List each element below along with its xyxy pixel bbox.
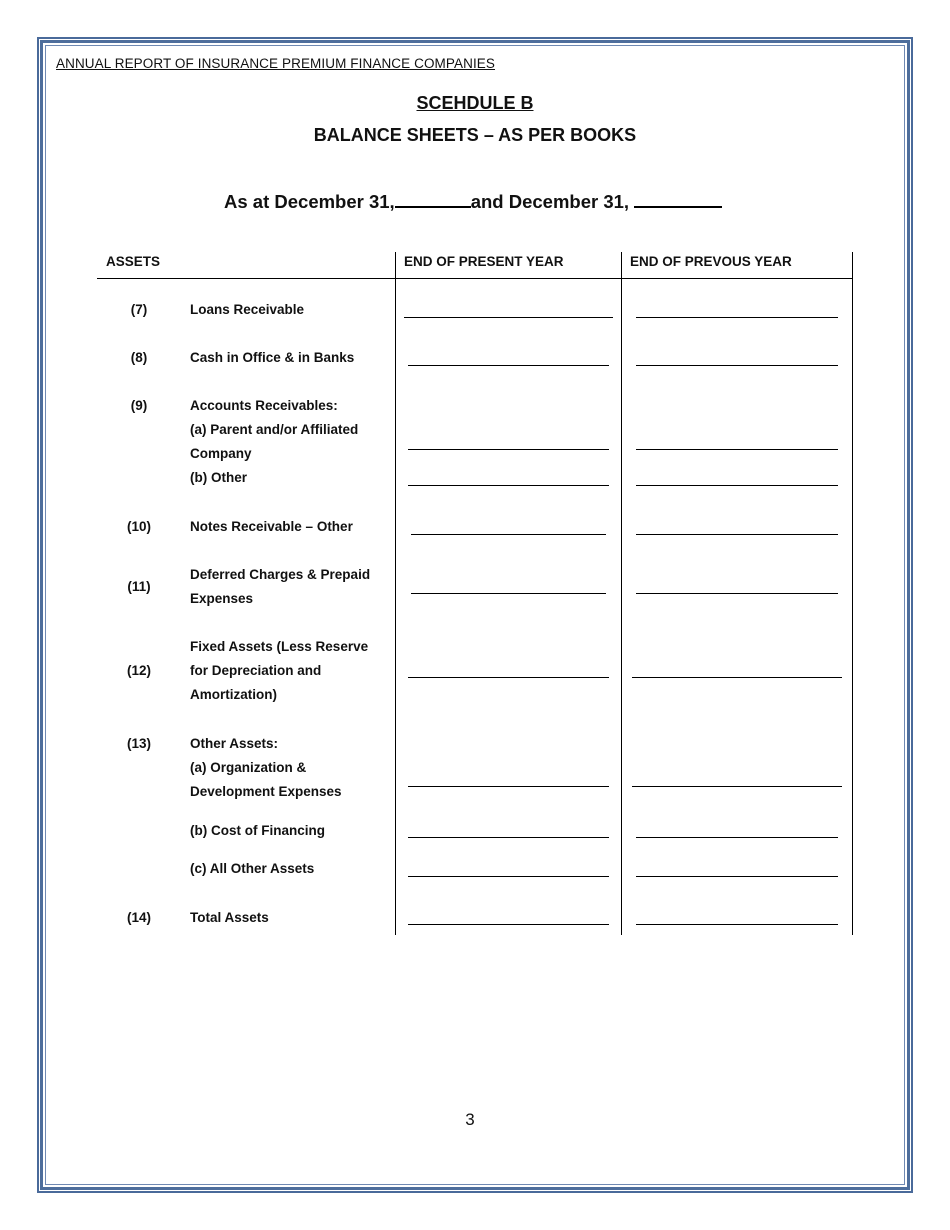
present-year-input-line[interactable] bbox=[411, 534, 606, 535]
present-year-column-header: END OF PRESENT YEAR bbox=[404, 254, 564, 269]
present-year-input-line[interactable] bbox=[408, 837, 609, 838]
row-number: (14) bbox=[126, 910, 151, 925]
present-year-input-line[interactable] bbox=[408, 485, 609, 486]
previous-year-input-line[interactable] bbox=[632, 677, 842, 678]
row-number: (13) bbox=[126, 736, 151, 751]
present-year-input-line[interactable] bbox=[408, 924, 609, 925]
row-label: Fixed Assets (Less Reserve bbox=[190, 639, 369, 654]
row-sublabel: (c) All Other Assets bbox=[190, 861, 315, 876]
previous-year-input-line[interactable] bbox=[636, 365, 838, 366]
previous-year-input-line[interactable] bbox=[636, 593, 838, 594]
previous-year-input-line[interactable] bbox=[636, 534, 838, 535]
row-sublabel: (a) Organization & bbox=[190, 760, 307, 775]
schedule-title: SCEHDULE B bbox=[416, 93, 534, 113]
row-label: Notes Receivable – Other bbox=[190, 519, 353, 534]
row-sublabel: (a) Parent and/or Affiliated bbox=[190, 422, 359, 437]
present-year-input-line[interactable] bbox=[408, 786, 609, 787]
row-number: (9) bbox=[130, 398, 148, 413]
row-sublabel: (b) Other bbox=[190, 470, 247, 485]
present-year-input-line[interactable] bbox=[404, 317, 613, 318]
report-header: ANNUAL REPORT OF INSURANCE PREMIUM FINANCE COMPANIES bbox=[56, 56, 496, 71]
previous-year-input-line[interactable] bbox=[636, 317, 838, 318]
previous-year-date-blank[interactable] bbox=[634, 188, 722, 208]
previous-year-column-header: END OF PREVOUS YEAR bbox=[630, 254, 792, 269]
row-number: (10) bbox=[126, 519, 151, 534]
present-year-input-line[interactable] bbox=[408, 449, 609, 450]
row-number: (8) bbox=[130, 350, 148, 365]
row-sublabel: Development Expenses bbox=[190, 784, 342, 799]
previous-year-input-line[interactable] bbox=[636, 924, 838, 925]
row-number: (11) bbox=[127, 579, 151, 594]
present-year-input-line[interactable] bbox=[408, 876, 609, 877]
row-label: for Depreciation and bbox=[190, 663, 322, 678]
present-year-date-blank[interactable] bbox=[395, 188, 471, 208]
present-year-input-line[interactable] bbox=[408, 365, 609, 366]
row-sublabel: Company bbox=[190, 446, 252, 461]
row-label: Other Assets: bbox=[190, 736, 279, 751]
as-at-prefix: As at December 31, bbox=[224, 191, 395, 212]
row-sublabel: (b) Cost of Financing bbox=[190, 823, 325, 838]
row-label: Accounts Receivables: bbox=[190, 398, 338, 413]
row-label: Cash in Office & in Banks bbox=[190, 350, 355, 365]
present-year-input-line[interactable] bbox=[411, 593, 606, 594]
previous-year-input-line[interactable] bbox=[636, 837, 838, 838]
row-label: Total Assets bbox=[190, 910, 269, 925]
row-number: (7) bbox=[130, 302, 148, 317]
column-divider-2 bbox=[621, 252, 622, 935]
previous-year-input-line[interactable] bbox=[636, 876, 838, 877]
present-year-input-line[interactable] bbox=[408, 677, 609, 678]
row-label: Deferred Charges & Prepaid bbox=[190, 567, 371, 582]
page-number: 3 bbox=[465, 1110, 475, 1129]
header-divider bbox=[97, 278, 853, 279]
previous-year-input-line[interactable] bbox=[636, 449, 838, 450]
as-at-line bbox=[224, 188, 722, 213]
row-label: Expenses bbox=[190, 591, 254, 606]
row-number: (12) bbox=[126, 663, 151, 678]
previous-year-input-line[interactable] bbox=[636, 485, 838, 486]
row-label: Loans Receivable bbox=[190, 302, 305, 317]
page-subtitle: BALANCE SHEETS – AS PER BOOKS bbox=[313, 125, 637, 145]
row-label: Amortization) bbox=[190, 687, 277, 702]
previous-year-input-line[interactable] bbox=[632, 786, 842, 787]
assets-column-header: ASSETS bbox=[106, 254, 161, 269]
column-divider-3 bbox=[852, 252, 853, 935]
page-border-inner bbox=[45, 45, 905, 1185]
as-at-middle: and December 31, bbox=[470, 191, 630, 212]
